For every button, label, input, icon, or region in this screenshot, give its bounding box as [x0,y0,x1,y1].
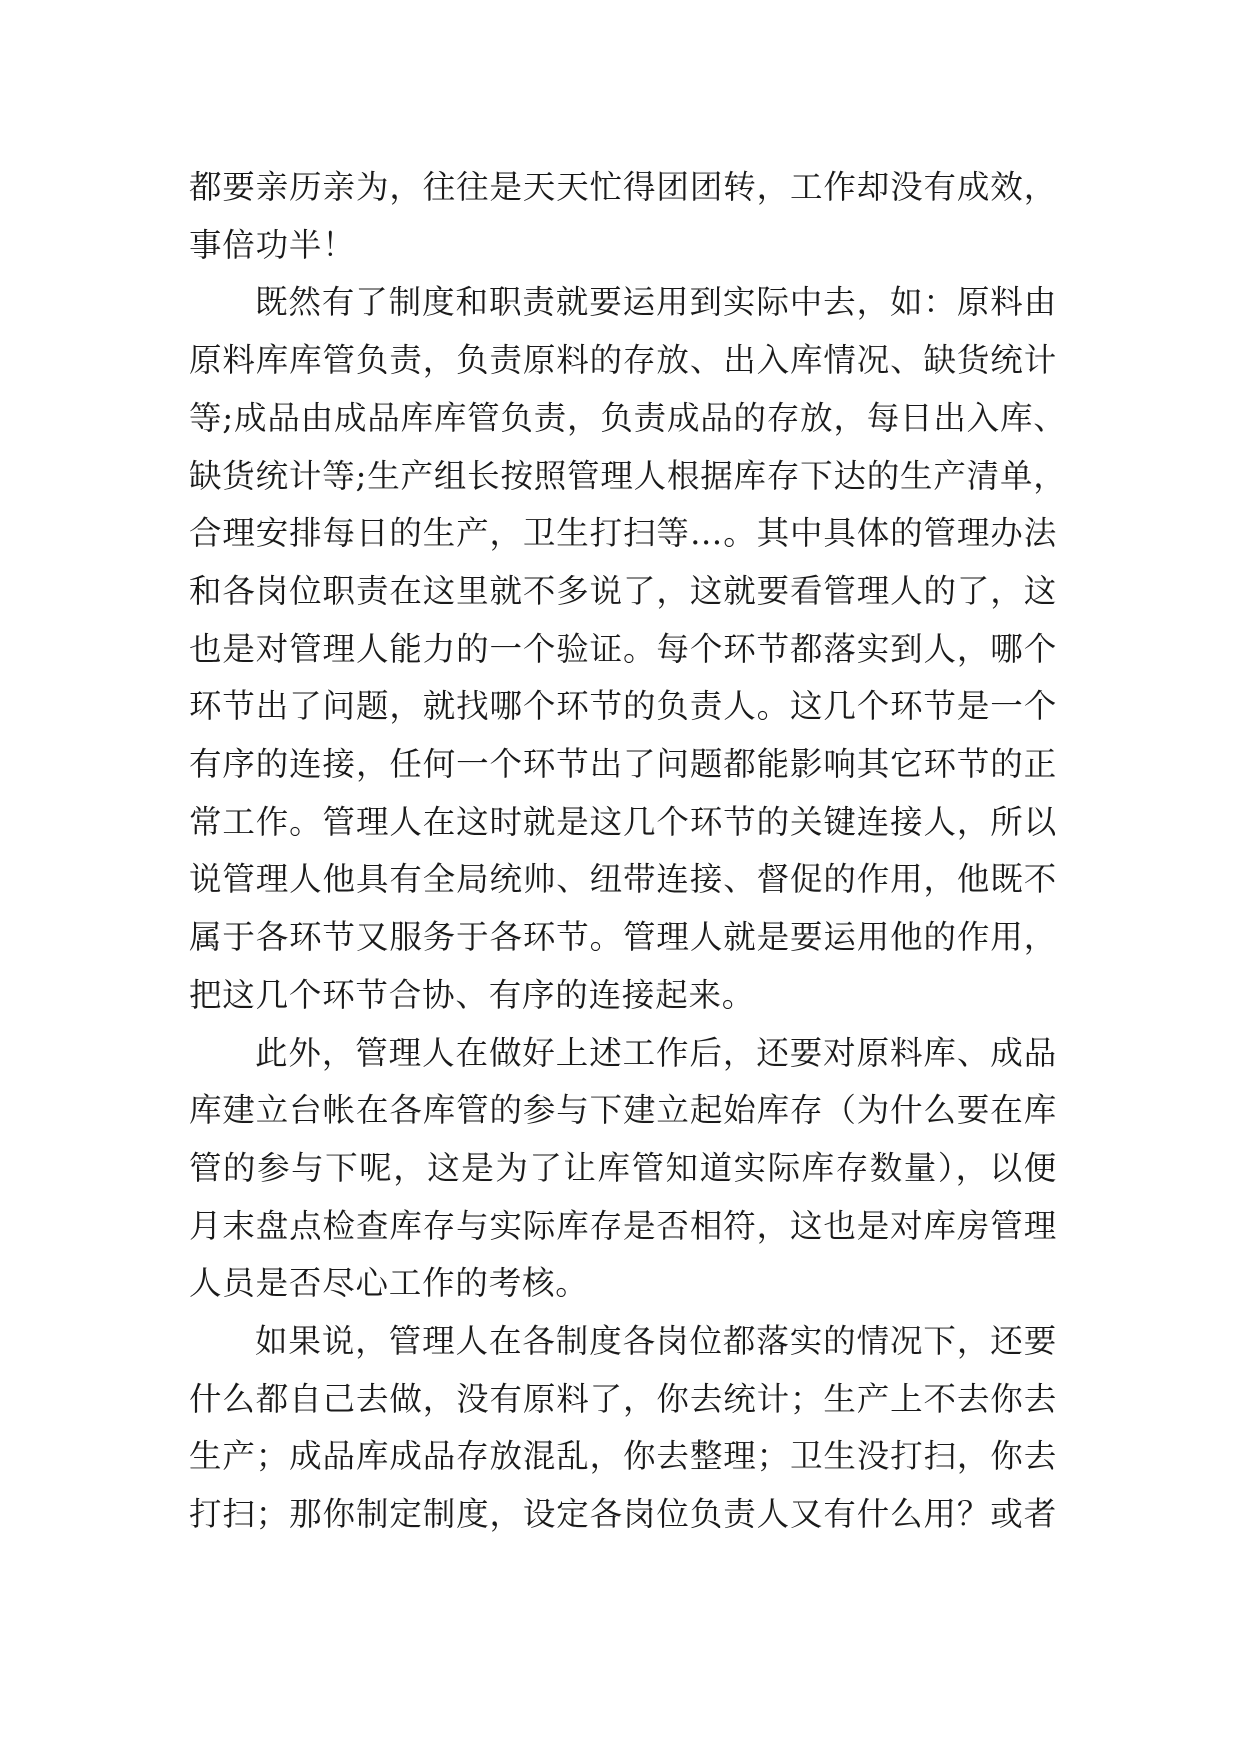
text-line: 合理安排每日的生产，卫生打扫等…。其中具体的管理办法 [189,514,1057,553]
text-line: 月末盘点检查库存与实际库存是否相符，这也是对库房管理 [189,1206,1057,1245]
text-line: 事倍功半！ [189,225,356,264]
text-line: 说管理人他具有全局统帅、纽带连接、督促的作用，他既不 [189,860,1057,899]
text-line: 也是对管理人能力的一个验证。每个环节都落实到人，哪个 [189,629,1057,668]
text-line: 和各岗位职责在这里就不多说了，这就要看管理人的了，这 [189,571,1057,610]
text-line: 管的参与下呢，这是为了让库管知道实际库存数量），以便 [189,1148,1057,1187]
paragraph-4 [189,1313,1057,1544]
text-line: 属于各环节又服务于各环节。管理人就是要运用他的作用， [189,918,1057,957]
text-line: 缺货统计等;生产组长按照管理人根据库存下达的生产清单， [189,456,1067,495]
document-body [189,159,1067,1544]
text-line: 什么都自己去做，没有原料了，你去统计；生产上不去你去 [189,1379,1057,1418]
text-line: 把这几个环节合协、有序的连接起来。 [189,975,756,1014]
text-line: 此外，管理人在做好上述工作后，还要对原料库、成品 [255,1033,1057,1072]
text-line: 等;成品由成品库库管负责，负责成品的存放，每日出入库、 [189,398,1067,437]
text-line: 有序的连接，任何一个环节出了问题都能影响其它环节的正 [189,745,1057,784]
text-line: 都要亲历亲为，往往是天天忙得团团转，工作却没有成效， [189,168,1057,206]
text-line: 人员是否尽心工作的考核。 [189,1264,589,1303]
paragraph-2 [189,274,1067,1024]
text-line: 打扫；那你制定制度，设定各岗位负责人又有什么用？或者 [189,1495,1057,1534]
text-line: 生产；成品库成品存放混乱，你去整理；卫生没打扫，你去 [189,1437,1057,1476]
text-line: 既然有了制度和职责就要运用到实际中去，如：原料由 [255,283,1057,322]
text-line: 原料库库管负责，负责原料的存放、出入库情况、缺货统计 [189,341,1057,380]
text-line: 常工作。管理人在这时就是这几个环节的关键连接人，所以 [189,802,1057,841]
text-line: 库建立台帐在各库管的参与下建立起始库存（为什么要在库 [189,1091,1057,1130]
text-line: 如果说，管理人在各制度各岗位都落实的情况下，还要 [255,1322,1057,1361]
text-line: 环节出了问题，就找哪个环节的负责人。这几个环节是一个 [189,687,1057,726]
paragraph-1 [189,159,1057,274]
paragraph-3 [189,1025,1057,1314]
